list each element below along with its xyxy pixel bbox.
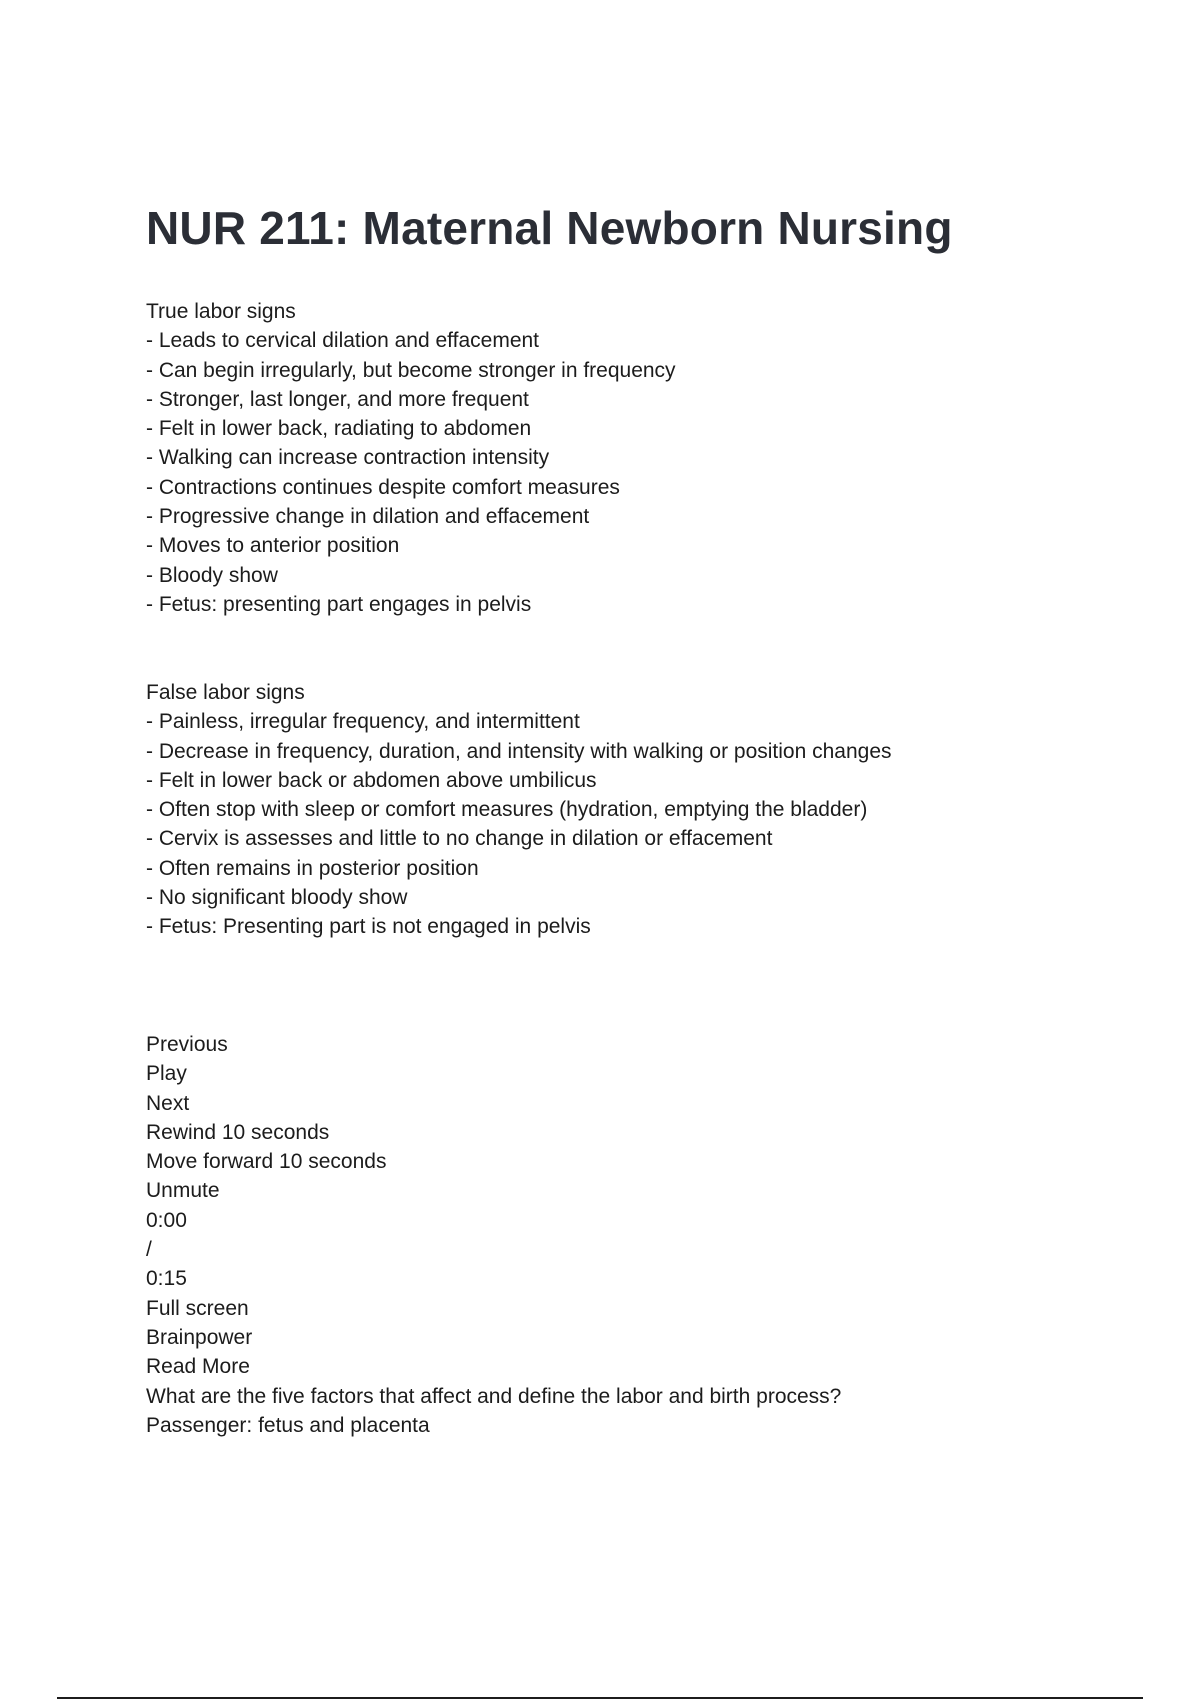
list-item: - Decrease in frequency, duration, and intensity with walking or position changes [146, 739, 892, 763]
forward-button[interactable]: Move forward 10 seconds [146, 1150, 387, 1174]
list-item: - Fetus: presenting part engages in pelvis [146, 592, 532, 616]
current-time: 0:00 [146, 1208, 187, 1232]
rewind-button[interactable]: Rewind 10 seconds [146, 1120, 330, 1144]
time-separator: / [146, 1238, 152, 1262]
fullscreen-button[interactable]: Full screen [146, 1296, 249, 1320]
list-item: - No significant bloody show [146, 886, 408, 910]
list-item: - Often stop with sleep or comfort measures (hydration, emptying the bladder) [146, 798, 868, 822]
list-item: - Felt in lower back, radiating to abdomen [146, 417, 532, 441]
duration: 0:15 [146, 1267, 187, 1291]
list-item: - Walking can increase contraction intensity [146, 446, 550, 470]
list-item: - Felt in lower back or abdomen above umbilicus [146, 768, 597, 792]
answer-text: Passenger: fetus and placenta [146, 1413, 430, 1437]
list-item: - Cervix is assesses and little to no change in dilation or effacement [146, 827, 773, 851]
page-bottom-divider [57, 1697, 1143, 1699]
document-title: NUR 211: Maternal Newborn Nursing [146, 202, 953, 254]
list-item: - Often remains in posterior position [146, 856, 479, 880]
list-item: - Progressive change in dilation and effacement [146, 505, 590, 529]
play-button[interactable]: Play [146, 1062, 187, 1086]
previous-button[interactable]: Previous [146, 1033, 228, 1056]
list-item: - Can begin irregularly, but become stronger in frequency [146, 358, 676, 382]
video-player-controls [146, 1030, 841, 1440]
false-labor-heading: False labor signs [146, 681, 305, 704]
brand-label[interactable]: Brainpower [146, 1325, 253, 1349]
true-labor-heading: True labor signs [146, 300, 296, 323]
list-item: - Stronger, last longer, and more frequent [146, 387, 529, 411]
list-item: - Moves to anterior position [146, 534, 400, 558]
list-item: - Contractions continues despite comfort measures [146, 475, 620, 499]
next-button[interactable]: Next [146, 1091, 190, 1115]
read-more-link[interactable]: Read More [146, 1355, 250, 1379]
list-item: - Fetus: Presenting part is not engaged in pelvis [146, 915, 591, 939]
false-labor-section [146, 678, 892, 942]
document-page [146, 200, 1146, 1437]
list-item: - Bloody show [146, 563, 278, 587]
question-text: What are the five factors that affect and define the labor and birth process? [146, 1384, 842, 1408]
list-item: - Leads to cervical dilation and effacement [146, 329, 540, 353]
list-item: - Painless, irregular frequency, and intermittent [146, 710, 580, 734]
unmute-button[interactable]: Unmute [146, 1179, 220, 1203]
true-labor-section [146, 297, 676, 619]
